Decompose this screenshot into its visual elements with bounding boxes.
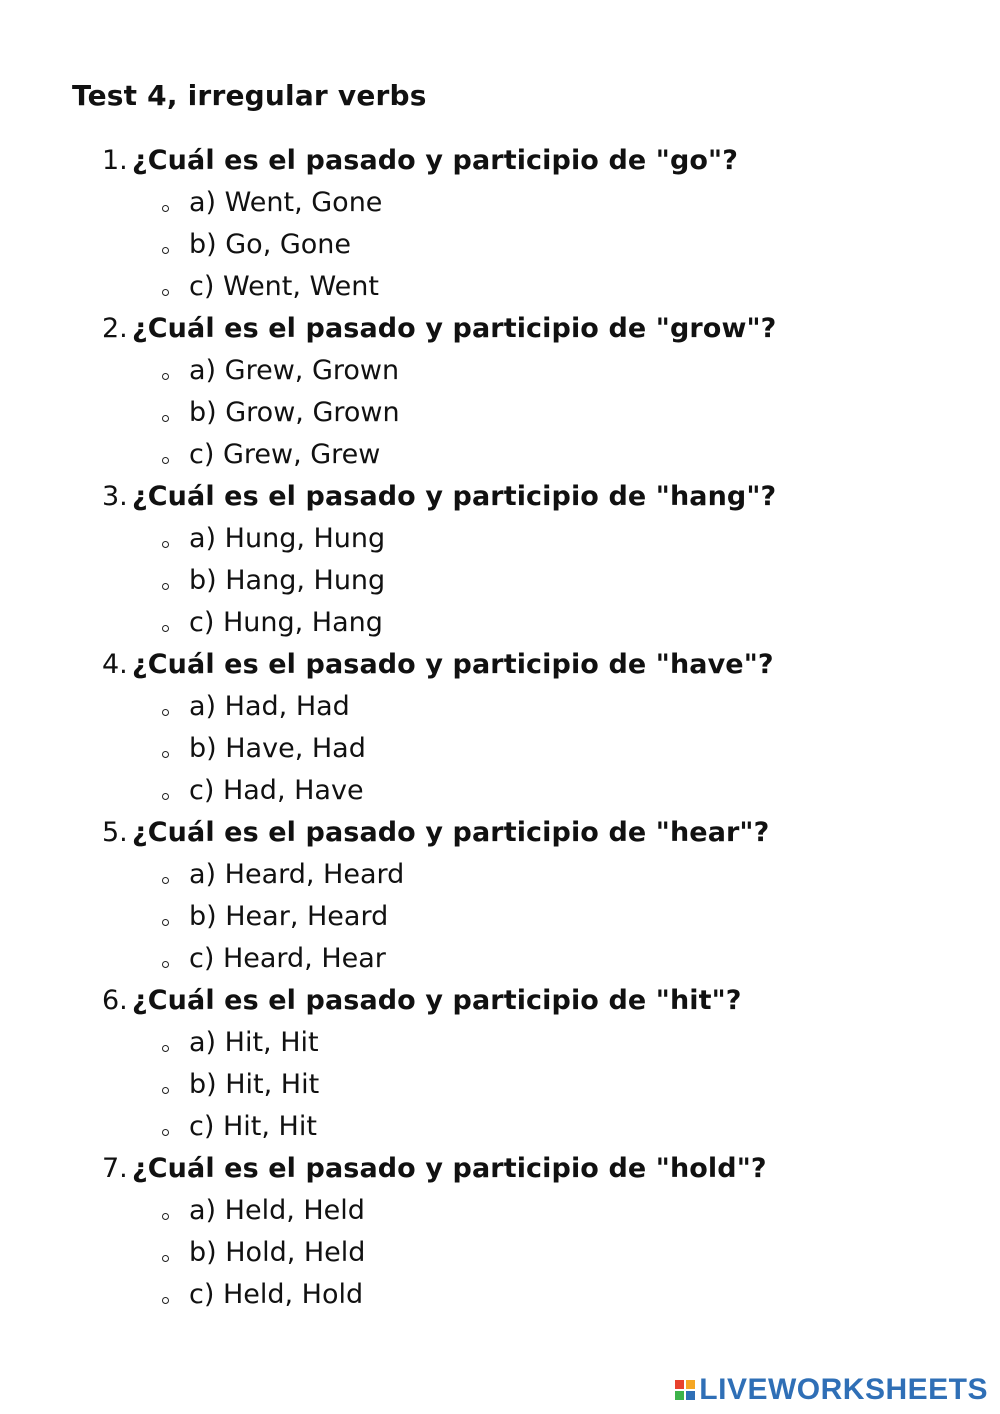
- option-c[interactable]: [0, 266, 1000, 308]
- question-number: 7.: [102, 1153, 128, 1184]
- option-label: a) Hung, Hung: [189, 523, 386, 554]
- option-label: a) Went, Gone: [189, 187, 383, 218]
- logo-square: [686, 1380, 695, 1389]
- option-c[interactable]: [0, 938, 1000, 980]
- question-line: [0, 644, 1000, 686]
- bullet-circle-icon: [162, 1087, 169, 1094]
- page-title: Test 4, irregular verbs: [72, 79, 427, 112]
- logo-square: [675, 1380, 684, 1389]
- bullet-circle-icon: [162, 919, 169, 926]
- option-b[interactable]: [0, 560, 1000, 602]
- option-b[interactable]: [0, 392, 1000, 434]
- question-text: ¿Cuál es el pasado y participio de "grow"?: [132, 313, 777, 344]
- question-number: 5.: [102, 817, 128, 848]
- bullet-circle-icon: [162, 457, 169, 464]
- option-c[interactable]: [0, 1106, 1000, 1148]
- option-label: a) Held, Held: [189, 1195, 365, 1226]
- question-line: [0, 980, 1000, 1022]
- option-label: a) Hit, Hit: [189, 1027, 319, 1058]
- logo-text: LIVEWORKSHEETS: [699, 1373, 988, 1406]
- option-label: b) Hit, Hit: [189, 1069, 320, 1100]
- question-number: 6.: [102, 985, 128, 1016]
- question-7: [0, 1148, 1000, 1316]
- option-label: b) Grow, Grown: [189, 397, 400, 428]
- bullet-circle-icon: [162, 751, 169, 758]
- question-2: [0, 308, 1000, 476]
- quiz: [0, 140, 1000, 1316]
- question-text: ¿Cuál es el pasado y participio de "hold"?: [132, 1153, 767, 1184]
- option-c[interactable]: [0, 770, 1000, 812]
- option-label: a) Heard, Heard: [189, 859, 405, 890]
- option-label: a) Had, Had: [189, 691, 350, 722]
- option-c[interactable]: [0, 434, 1000, 476]
- question-text: ¿Cuál es el pasado y participio de "go"?: [132, 145, 738, 176]
- bullet-circle-icon: [162, 1213, 169, 1220]
- question-6: [0, 980, 1000, 1148]
- question-number: 1.: [102, 145, 128, 176]
- option-a[interactable]: [0, 854, 1000, 896]
- question-4: [0, 644, 1000, 812]
- option-label: c) Held, Hold: [189, 1279, 364, 1310]
- logo-mark-icon: [675, 1380, 695, 1400]
- option-b[interactable]: [0, 224, 1000, 266]
- question-1: [0, 140, 1000, 308]
- option-a[interactable]: [0, 1022, 1000, 1064]
- question-number: 4.: [102, 649, 128, 680]
- question-text: ¿Cuál es el pasado y participio de "hit"?: [132, 985, 742, 1016]
- option-b[interactable]: [0, 728, 1000, 770]
- bullet-circle-icon: [162, 583, 169, 590]
- bullet-circle-icon: [162, 1297, 169, 1304]
- option-c[interactable]: [0, 1274, 1000, 1316]
- question-5: [0, 812, 1000, 980]
- question-number: 3.: [102, 481, 128, 512]
- bullet-circle-icon: [162, 415, 169, 422]
- option-c[interactable]: [0, 602, 1000, 644]
- option-label: b) Have, Had: [189, 733, 366, 764]
- option-label: c) Grew, Grew: [189, 439, 381, 470]
- option-a[interactable]: [0, 182, 1000, 224]
- option-label: b) Go, Gone: [189, 229, 352, 260]
- bullet-circle-icon: [162, 289, 169, 296]
- question-text: ¿Cuál es el pasado y participio de "have"?: [132, 649, 774, 680]
- option-label: b) Hang, Hung: [189, 565, 386, 596]
- option-b[interactable]: [0, 1064, 1000, 1106]
- bullet-circle-icon: [162, 247, 169, 254]
- bullet-circle-icon: [162, 1255, 169, 1262]
- question-text: ¿Cuál es el pasado y participio de "hear"?: [132, 817, 770, 848]
- question-line: [0, 1148, 1000, 1190]
- option-label: b) Hear, Heard: [189, 901, 389, 932]
- bullet-circle-icon: [162, 877, 169, 884]
- option-label: c) Went, Went: [189, 271, 379, 302]
- option-label: c) Had, Have: [189, 775, 364, 806]
- bullet-circle-icon: [162, 709, 169, 716]
- question-line: [0, 140, 1000, 182]
- question-line: [0, 308, 1000, 350]
- question-text: ¿Cuál es el pasado y participio de "hang"?: [132, 481, 777, 512]
- option-label: c) Hung, Hang: [189, 607, 383, 638]
- bullet-circle-icon: [162, 205, 169, 212]
- logo-square: [675, 1391, 684, 1400]
- bullet-circle-icon: [162, 541, 169, 548]
- question-number: 2.: [102, 313, 128, 344]
- option-label: b) Hold, Held: [189, 1237, 366, 1268]
- option-label: c) Hit, Hit: [189, 1111, 317, 1142]
- bullet-circle-icon: [162, 793, 169, 800]
- question-line: [0, 476, 1000, 518]
- bullet-circle-icon: [162, 961, 169, 968]
- option-b[interactable]: [0, 1232, 1000, 1274]
- bullet-circle-icon: [162, 625, 169, 632]
- option-a[interactable]: [0, 1190, 1000, 1232]
- option-label: c) Heard, Hear: [189, 943, 386, 974]
- liveworksheets-logo[interactable]: [675, 1372, 988, 1408]
- option-a[interactable]: [0, 350, 1000, 392]
- option-a[interactable]: [0, 686, 1000, 728]
- bullet-circle-icon: [162, 1045, 169, 1052]
- question-3: [0, 476, 1000, 644]
- bullet-circle-icon: [162, 1129, 169, 1136]
- option-b[interactable]: [0, 896, 1000, 938]
- option-a[interactable]: [0, 518, 1000, 560]
- option-label: a) Grew, Grown: [189, 355, 400, 386]
- question-line: [0, 812, 1000, 854]
- logo-square: [686, 1391, 695, 1400]
- bullet-circle-icon: [162, 373, 169, 380]
